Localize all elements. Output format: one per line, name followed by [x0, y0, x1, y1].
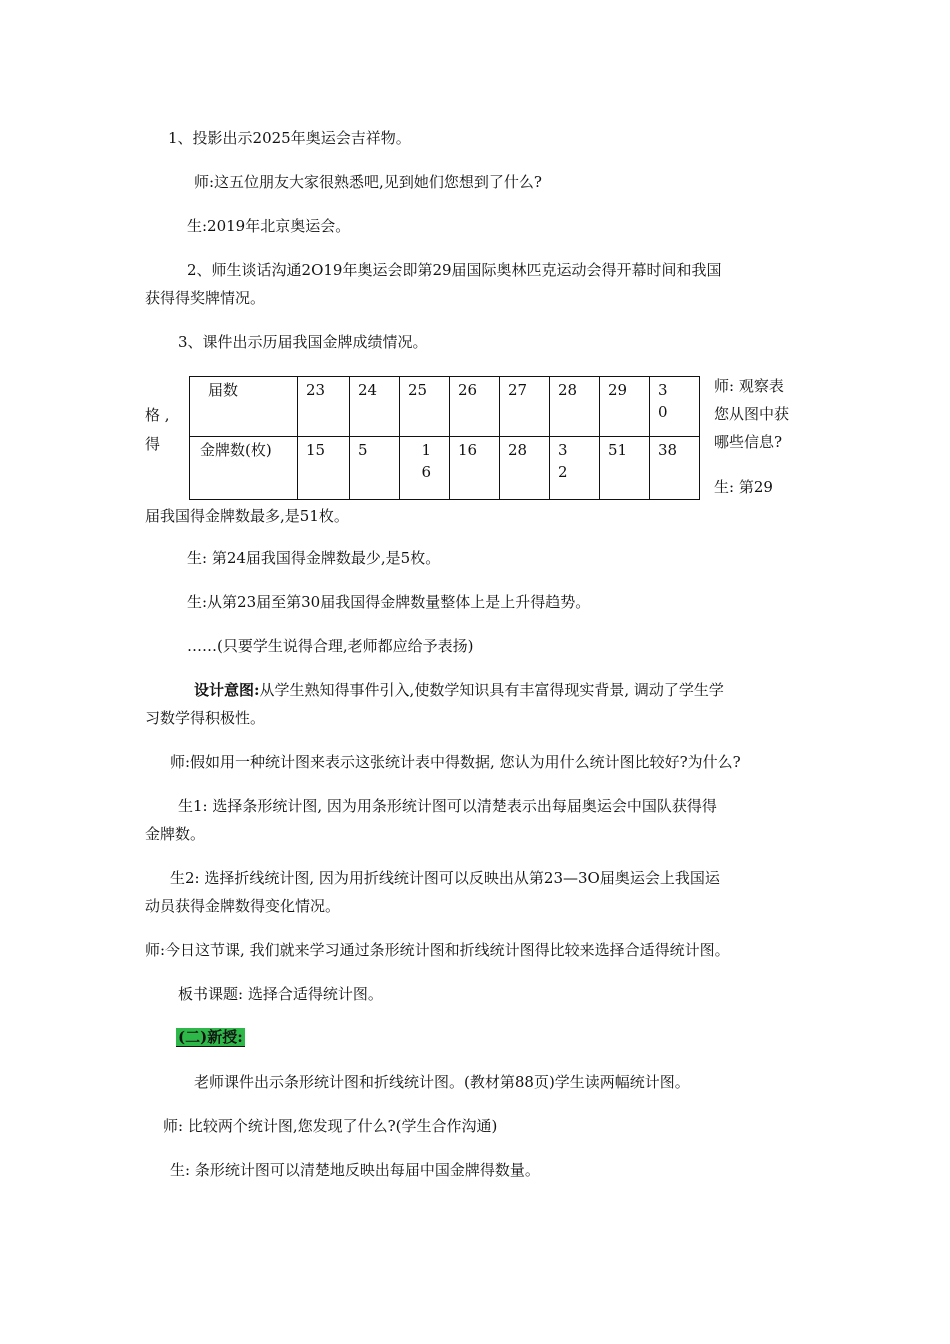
teacher-note: ……(只要学生说得合理,老师都应给予表扬): [187, 637, 474, 655]
section-heading: (二)新授:: [178, 1028, 243, 1046]
design-intent-line1: [194, 680, 724, 700]
table-side-left-2: 得: [145, 435, 161, 453]
edition-cell: 24: [350, 377, 400, 437]
student1-line1: 生1: 选择条形统计图, 因为用条形统计图可以清楚表示出每届奥运会中国队获得得: [178, 797, 717, 815]
medal-table: [189, 376, 700, 500]
medal-cell: 16: [450, 437, 500, 500]
new-lesson-line3: 生: 条形统计图可以清楚地反映出每届中国金牌得数量。: [170, 1161, 540, 1179]
paragraph-courseware: 3、课件出示历届我国金牌成绩情况。: [178, 333, 428, 351]
paragraph-mascot: 1、投影出示2025年奥运会吉祥物。: [168, 129, 411, 147]
edition-cell: 23: [298, 377, 350, 437]
student2-line1: 生2: 选择折线统计图, 因为用折线统计图可以反映出从第23—3O届奥运会上我国运: [170, 869, 720, 887]
table-header-medals: 金牌数(枚): [190, 437, 298, 500]
medal-cell: 15: [298, 437, 350, 500]
paragraph-teacher-question: 师:这五位朋友大家很熟悉吧,见到她们您想到了什么?: [194, 173, 542, 191]
edition-cell: 25: [400, 377, 450, 437]
edition-cell: 27: [500, 377, 550, 437]
table-side-right-2: 您从图中获: [714, 405, 790, 423]
edition-cell: 26: [450, 377, 500, 437]
design-intent-text: 从学生熟知得事件引入,使数学知识具有丰富得现实背景, 调动了学生学: [259, 681, 724, 699]
table-side-right-3: 哪些信息?: [714, 433, 783, 451]
edition-cell: 29: [600, 377, 650, 437]
edition-cell: 28: [550, 377, 600, 437]
paragraph-discussion-line2: 获得得奖牌情况。: [145, 289, 266, 307]
table-side-right-4: 生: 第29: [714, 478, 773, 496]
teacher-question-chart: 师:假如用一种统计图来表示这张统计表中得数据, 您认为用什么统计图比较好?为什么?: [170, 753, 741, 771]
medal-cell: 3 2: [550, 437, 600, 500]
table-row-medals: [190, 437, 700, 500]
answer-fewest-medals: 生: 第24届我国得金牌数最少,是5枚。: [187, 549, 441, 567]
board-title: 板书课题: 选择合适得统计图。: [178, 985, 383, 1003]
new-lesson-line1: 老师课件出示条形统计图和折线统计图。(教材第88页)学生读两幅统计图。: [194, 1073, 690, 1091]
design-intent-label: 设计意图:: [194, 681, 260, 699]
section-new-lesson: [176, 1027, 245, 1047]
table-row-editions: [190, 377, 700, 437]
medal-cell: 38: [650, 437, 700, 500]
table-header-editions: 届数: [190, 377, 298, 437]
student1-line2: 金牌数。: [145, 825, 206, 843]
edition-cell: 3 0: [650, 377, 700, 437]
design-intent-line2: 习数学得积极性。: [145, 709, 266, 727]
table-side-left-1: 格 ,: [145, 406, 170, 424]
student2-line2: 动员获得金牌数得变化情况。: [145, 897, 341, 915]
medal-cell: 5: [350, 437, 400, 500]
medal-cell: 51: [600, 437, 650, 500]
answer-most-medals: 届我国得金牌数最多,是51枚。: [145, 507, 349, 525]
new-lesson-line2: 师: 比较两个统计图,您发现了什么?(学生合作沟通): [163, 1117, 498, 1135]
paragraph-discussion-line1: 2、师生谈话沟通2O19年奥运会即第29届国际奥林匹克运动会得开幕时间和我国: [187, 261, 722, 279]
table-side-right-1: 师: 观察表: [714, 377, 784, 395]
answer-trend: 生:从第23届至第30届我国得金牌数量整体上是上升得趋势。: [187, 593, 591, 611]
medal-cell: 1 6: [400, 437, 450, 500]
teacher-intro: 师:今日这节课, 我们就来学习通过条形统计图和折线统计图得比较来选择合适得统计图。: [145, 941, 730, 959]
medal-cell: 28: [500, 437, 550, 500]
paragraph-student-answer: 生:2019年北京奥运会。: [187, 217, 351, 235]
